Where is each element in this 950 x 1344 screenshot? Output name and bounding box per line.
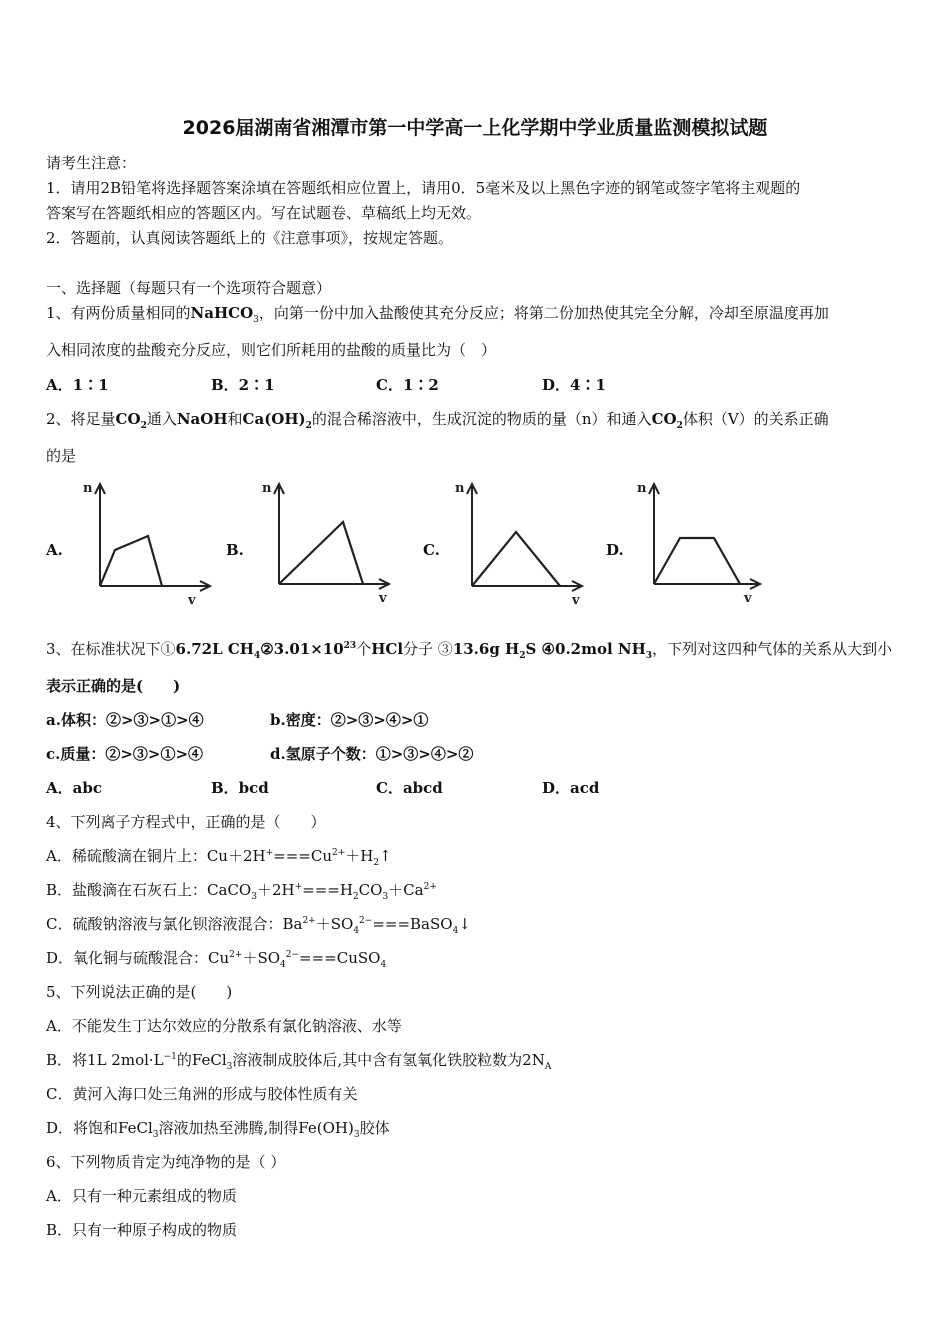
q4-option-b[interactable]: B．盐酸滴在石灰石上：$CaCO_3+2H^+===H_2CO_3+Ca^{2+}$ bbox=[46, 881, 437, 902]
q3-stem-line2: 表示正确的是( ) bbox=[46, 677, 181, 695]
q5-stem: 5、下列说法正确的是( ) bbox=[46, 983, 233, 1001]
q4-option-a[interactable]: A．稀硫酸滴在铜片上：$Cu+2H^+===Cu^{2+}+H_2↑$ bbox=[46, 847, 392, 868]
q3-statement-a: a.体积：②>③>①>④ bbox=[46, 711, 204, 729]
q2-stem-line2: 的是 bbox=[46, 447, 77, 465]
q4-option-c[interactable]: C．硫酸钠溶液与氯化钡溶液混合：$Ba^{2+}+SO_4^{2-}===BaSO_4↓$ bbox=[46, 915, 471, 936]
q5-option-a[interactable]: A．不能发生丁达尔效应的分散系有氯化钠溶液、水等 bbox=[46, 1017, 402, 1035]
q4-stem: 4、下列离子方程式中，正确的是（ ） bbox=[46, 813, 326, 831]
q6-stem: 6、下列物质肯定为纯净物的是（ ） bbox=[46, 1153, 286, 1171]
q1-option-c[interactable]: C．1∶2 bbox=[376, 376, 439, 394]
q4-option-d[interactable]: D．氧化铜与硫酸混合：$Cu^{2+}+SO_4^{2-}===CuSO_4$ bbox=[46, 949, 387, 970]
q3-option-d[interactable]: D．acd bbox=[542, 779, 600, 797]
q5-option-d[interactable]: D．将饱和FeCl$_3$溶液加热至沸腾,制得$Fe(OH)_3$胶体 bbox=[46, 1119, 390, 1140]
notice-item-1b: 答案写在答题纸相应的答题区内。写在试题卷、草稿纸上均无效。 bbox=[46, 204, 482, 222]
notice-item-1a: 1．请用2B铅笔将选择题答案涂填在答题纸相应位置上，请用0．5毫米及以上黑色字迹的钢笔或签字笔将主观题的 bbox=[46, 179, 801, 197]
q2-graph-c bbox=[452, 478, 592, 608]
q2-graph-d bbox=[634, 478, 774, 608]
axis-n-label: n bbox=[455, 481, 465, 496]
notice-heading: 请考生注意： bbox=[46, 154, 137, 172]
q3-option-a[interactable]: A．abc bbox=[46, 779, 102, 797]
q2-option-c[interactable]: C. bbox=[423, 541, 440, 559]
q3-statement-b: b.密度：②>③>④>① bbox=[270, 711, 429, 729]
q5-option-c[interactable]: C．黄河入海口处三角洲的形成与胶体性质有关 bbox=[46, 1085, 358, 1103]
q1-option-d[interactable]: D．4∶1 bbox=[542, 376, 606, 394]
q2-option-a[interactable]: A. bbox=[46, 541, 63, 559]
axis-v-label: v bbox=[188, 593, 196, 608]
q2-graph-c-curve bbox=[472, 532, 560, 586]
q6-option-a[interactable]: A．只有一种元素组成的物质 bbox=[46, 1187, 237, 1205]
q6-option-b[interactable]: B．只有一种原子构成的物质 bbox=[46, 1221, 238, 1239]
axis-v-label: v bbox=[572, 593, 580, 608]
q1-option-a[interactable]: A．1∶1 bbox=[46, 376, 109, 394]
q2-graph-a-curve bbox=[100, 536, 162, 586]
q2-option-b[interactable]: B. bbox=[226, 541, 244, 559]
axis-v-label: v bbox=[379, 591, 387, 606]
q2-graph-b bbox=[259, 478, 399, 608]
axis-n-label: n bbox=[262, 481, 272, 496]
axis-n-label: n bbox=[83, 481, 93, 496]
notice-item-2: 2．答题前，认真阅读答题纸上的《注意事项》，按规定答题。 bbox=[46, 229, 454, 247]
section-heading: 一、选择题（每题只有一个选项符合题意） bbox=[46, 279, 332, 297]
q3-statement-d: d.氢原子个数：①>③>④>② bbox=[270, 745, 474, 763]
q3-stem-line1: 3、在标准状况下①6.72L $CH_4②3.01\times 10^{23}$个HCl分子 ③13.6g $H_2S$ ④0.2mol $NH_3$，下列对这四种气体的关系从大到小 bbox=[46, 640, 893, 661]
q5-option-b[interactable]: B．将1L $2mol\cdot L^{-1}$的FeCl$_3$溶液制成胶体后,其中含有氢氧化铁胶粒数为$2N_A$ bbox=[46, 1051, 552, 1072]
q1-stem-line2: 入相同浓度的盐酸充分反应，则它们所耗用的盐酸的质量比为（ ） bbox=[46, 341, 497, 359]
q2-stem-line1: 2、将足量$CO_2$通入NaOH和$Ca(OH)_2$的混合稀溶液中，生成沉淀的物质的量（n）和通入$CO_2$体积（V）的关系正确 bbox=[46, 410, 829, 431]
q1-stem-line1: 1、有两份质量相同的NaHCO$_3$，向第一份中加入盐酸使其充分反应；将第二份加热使其完全分解，冷却至原温度再加 bbox=[46, 304, 829, 325]
page-title: 2026届湖南省湘潭市第一中学高一上化学期中学业质量监测模拟试题 bbox=[182, 117, 768, 139]
q3-option-c[interactable]: C．abcd bbox=[376, 779, 443, 797]
axis-v-label: v bbox=[744, 591, 752, 606]
q2-graph-a bbox=[80, 478, 215, 608]
q3-option-b[interactable]: B．bcd bbox=[211, 779, 269, 797]
q1-option-b[interactable]: B．2∶1 bbox=[211, 376, 275, 394]
q2-option-d[interactable]: D. bbox=[606, 541, 624, 559]
q2-graph-b-curve bbox=[279, 522, 363, 584]
q3-statement-c: c.质量：②>③>①>④ bbox=[46, 745, 204, 763]
axis-n-label: n bbox=[637, 481, 647, 496]
q2-graph-d-curve bbox=[654, 538, 740, 584]
